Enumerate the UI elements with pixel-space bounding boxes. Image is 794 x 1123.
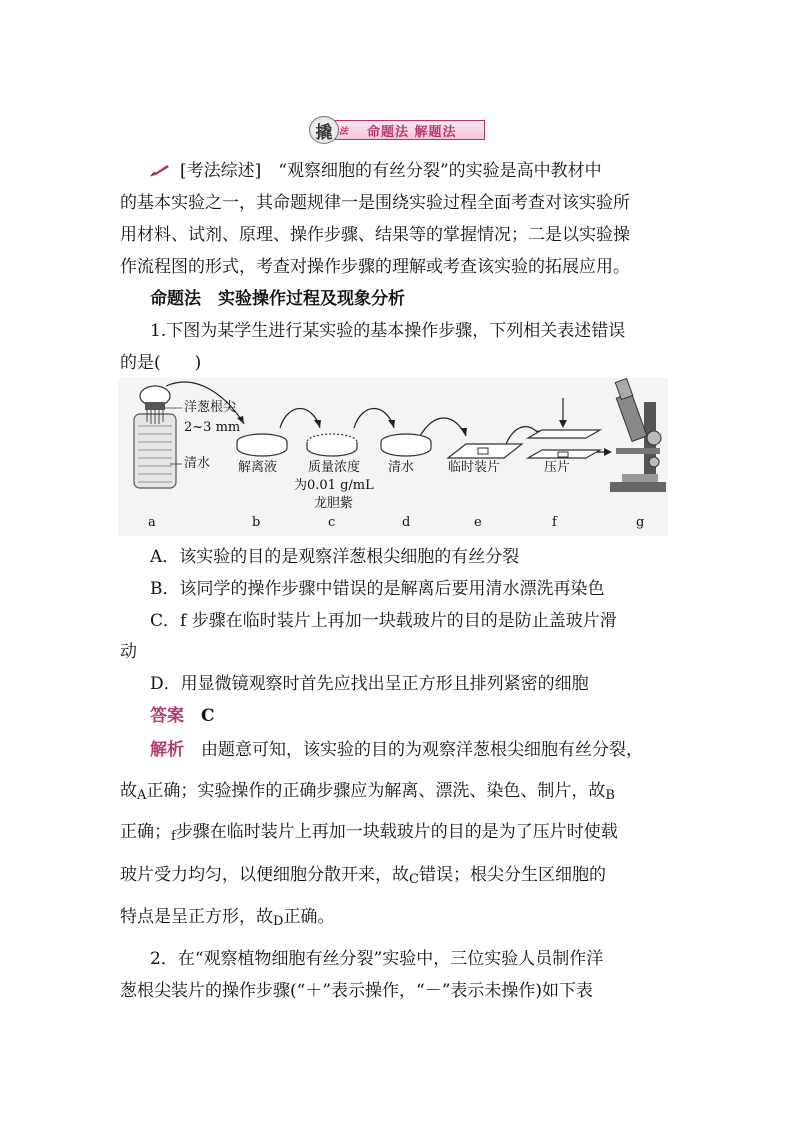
explain-line-4: 玻片受力均匀，以便细胞分散开来，故C错误；根尖分生区细胞的 (120, 865, 606, 887)
explain-line-3: 正确；f步骤在临时装片上再加一块载玻片的目的是为了压片时使载 (120, 822, 618, 844)
petri-dish-b-icon (237, 434, 287, 456)
petri-dish-c-icon (307, 434, 357, 456)
explain-line-5: 特点是呈正方形，故D正确。 (120, 907, 335, 929)
step-e: e (474, 515, 482, 530)
label-c-1: 质量浓度 (308, 460, 361, 475)
step-g: g (636, 515, 645, 530)
banner-title: 命题法 解题法 (367, 125, 457, 140)
step-c: c (328, 515, 336, 530)
step-a: a (148, 515, 156, 530)
q1-stem-line-2: 的是( ) (120, 353, 202, 373)
label-b: 解离液 (238, 460, 278, 475)
label-root: 洋葱根尖 (184, 400, 237, 415)
label-f: 压片 (544, 460, 571, 475)
label-e: 临时装片 (448, 460, 501, 475)
explain-line-1: 解析 由题意可知，该实验的目的为观察洋葱根尖细胞有丝分裂， (150, 740, 643, 760)
q1-option-c-line-2: 动 (120, 642, 137, 662)
step-f: f (552, 515, 557, 530)
q2-stem-line-1: 2．在“观察植物细胞有丝分裂”实验中，三位实验人员制作洋 (150, 949, 604, 969)
label-water-a: 清水 (184, 456, 211, 471)
explain-line-2: 故A正确；实验操作的正确步骤应为解离、漂洗、染色、制片，故B (120, 781, 615, 803)
section-heading: 命题法 实验操作过程及现象分析 (150, 289, 405, 309)
label-c-2: 为0.01 g/mL (294, 478, 374, 493)
label-size: 2~3 mm (184, 420, 241, 435)
explain-label: 解析 (150, 740, 184, 760)
label-c-3: 龙胆紫 (314, 496, 354, 511)
q1-answer (150, 705, 710, 727)
step-d: d (402, 515, 411, 530)
intro-line-1: [考法综述] “观察细胞的有丝分裂”的实验是高中教材中 (150, 160, 710, 182)
quill-icon (150, 163, 170, 177)
badge-icon: 撬 (309, 116, 339, 144)
intro-line-4: 作流程图的形式，考查对操作步骤的理解或考查该实验的拓展应用。 (120, 257, 630, 277)
q2-stem-line-2: 葱根尖装片的操作步骤(“＋”表示操作，“－”表示未操作)如下表 (120, 981, 594, 1001)
method-banner (309, 116, 487, 144)
petri-dish-d-icon (381, 434, 431, 456)
q1-option-d: D．用显微镜观察时首先应找出呈正方形且排列紧密的细胞 (150, 674, 589, 694)
intro-line-3: 用材料、试剂、原理、操作步骤、结果等的掌握情况；二是以实验操 (120, 225, 630, 245)
badge-sub: 法 (339, 127, 349, 137)
q1-option-b: B．该同学的操作步骤中错误的是解离后要用清水漂洗再染色 (150, 579, 605, 599)
experiment-figure (118, 378, 668, 536)
intro-line-2: 的基本实验之一，其命题规律一是围绕实验过程全面考查对该实验所 (120, 193, 630, 213)
intro-tag: [考法综述] (180, 161, 262, 181)
step-b: b (252, 515, 261, 530)
label-d: 清水 (388, 460, 415, 475)
answer-label: 答案 (150, 706, 184, 726)
q1-option-a: A．该实验的目的是观察洋葱根尖细胞的有丝分裂 (150, 547, 520, 567)
answer-value: C (201, 706, 215, 726)
q1-stem-line-1: 1.下图为某学生进行某实验的基本操作步骤，下列相关表述错误 (150, 321, 626, 341)
q1-option-c-line-1: C．f 步骤在临时装片上再加一块载玻片的目的是防止盖玻片滑 (150, 611, 617, 631)
